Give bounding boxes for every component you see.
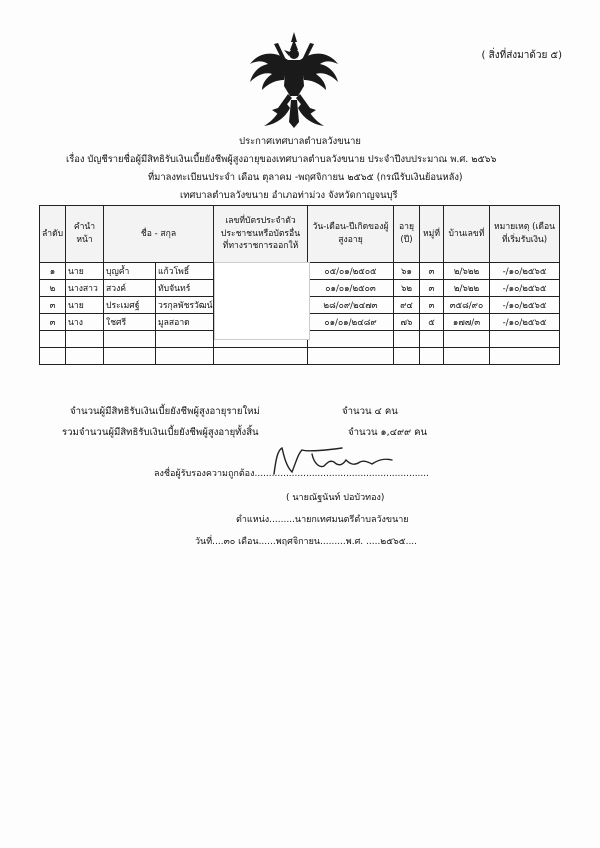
cell-note: -/๑๐/๒๕๖๕ (490, 280, 560, 297)
handwritten-signature-icon (268, 444, 398, 480)
cell-first-name: สวงค์ (104, 280, 156, 297)
table-row (40, 348, 560, 365)
cell-moo: ๓ (420, 280, 444, 297)
table-header-row (40, 206, 560, 263)
cell-age: ๙๔ (394, 297, 420, 314)
cell-house: ๒/๖๒๒ (444, 280, 490, 297)
cell-note (490, 348, 560, 365)
cell-dob: ๒๘/๐๙/๒๔๗๓ (308, 297, 394, 314)
col-header-no: ลำดับ (40, 206, 66, 263)
registration-line: ที่มาลงทะเบียนประจำ เดือน ตุลาคม -พฤศจิกายน ๒๕๖๕ (กรณีรับเงินย้อนหลัง) (148, 172, 463, 183)
announcement-title: ประกาศเทศบาลตำบลวังขนาย (239, 136, 361, 147)
col-header-id: เลขที่บัตรประจำตัวประชาชนหรือบัตรอื่นที่ทางราชการออกให้ (214, 206, 308, 263)
cell-no (40, 331, 66, 348)
cell-prefix: นาย (66, 263, 104, 280)
cell-last-name: ทับจันทร์ (156, 280, 214, 297)
cell-house: ๒/๖๒๒ (444, 263, 490, 280)
cell-last-name (156, 331, 214, 348)
new-recipients-count: จำนวน ๔ คน (342, 406, 398, 417)
cell-first-name: ประเมศฐ์ (104, 297, 156, 314)
cell-dob: ๐๑/๐๑/๒๔๘๙ (308, 314, 394, 331)
cell-note (490, 331, 560, 348)
subject-line: เรื่อง บัญชีรายชื่อผู้มีสิทธิรับเงินเบี้ยยังชีพผู้สูงอายุของเทศบาลตำบลวังขนาย ประจำปีงบประมาณ พ.ศ. ๒๕๖๖ (66, 154, 497, 165)
cell-moo: ๓ (420, 297, 444, 314)
office-line: เทศบาลตำบลวังขนาย อำเภอท่าม่วง จังหวัดกาญจนบุรี (180, 190, 398, 201)
cell-dob (308, 331, 394, 348)
cell-note: -/๑๐/๒๕๖๕ (490, 263, 560, 280)
cell-house (444, 348, 490, 365)
col-header-prefix: คำนำหน้า (66, 206, 104, 263)
cell-prefix (66, 331, 104, 348)
cell-dob: ๐๕/๐๑/๒๕๐๕ (308, 263, 394, 280)
cell-no: ๓ (40, 297, 66, 314)
new-recipients-label: จำนวนผู้มีสิทธิรับเงินเบี้ยยังชีพผู้สูงอายุรายใหม่ (70, 406, 260, 417)
col-header-age: อายุ (ปี) (394, 206, 420, 263)
cell-age: ๖๒ (394, 280, 420, 297)
cell-id (214, 348, 308, 365)
garuda-emblem-icon (244, 30, 344, 130)
cell-moo (420, 348, 444, 365)
cell-age (394, 348, 420, 365)
cell-prefix (66, 348, 104, 365)
col-header-moo: หมู่ที่ (420, 206, 444, 263)
cell-moo: ๕ (420, 314, 444, 331)
cell-no: ๒ (40, 280, 66, 297)
total-recipients-count: จำนวน ๑,๔๙๙ คน (348, 427, 428, 438)
cell-first-name: บุญค้ำ (104, 263, 156, 280)
cell-house: ๓๕๘/๙๐ (444, 297, 490, 314)
cell-dob (308, 348, 394, 365)
col-header-dob: วัน-เดือน-ปีเกิดของผู้สูงอายุ (308, 206, 394, 263)
cell-house (444, 331, 490, 348)
cell-age: ๗๖ (394, 314, 420, 331)
col-header-name: ชื่อ - สกุล (104, 206, 214, 263)
cell-note: -/๑๐/๒๕๖๕ (490, 314, 560, 331)
col-header-house: บ้านเลขที่ (444, 206, 490, 263)
cell-no: ๑ (40, 263, 66, 280)
cell-note: -/๑๐/๒๕๖๕ (490, 297, 560, 314)
cell-no (40, 348, 66, 365)
cell-prefix: นาง (66, 314, 104, 331)
total-recipients-label: รวมจำนวนผู้มีสิทธิรับเงินเบี้ยยังชีพผู้สูงอายุทั้งสิ้น (62, 427, 259, 438)
cell-age (394, 331, 420, 348)
cell-prefix: นาย (66, 297, 104, 314)
cell-no: ๓ (40, 314, 66, 331)
cell-age: ๖๑ (394, 263, 420, 280)
cell-moo (420, 331, 444, 348)
cell-first-name (104, 331, 156, 348)
cell-last-name: แก้วโพธิ์ (156, 263, 214, 280)
signer-name: ( นายณัฐนันท์ ปอบัวทอง) (286, 493, 385, 503)
cell-last-name: มูลสอาด (156, 314, 214, 331)
cell-dob: ๐๑/๐๑/๒๕๐๓ (308, 280, 394, 297)
col-header-note: หมายเหตุ (เดือนที่เริ่มรับเงิน) (490, 206, 560, 263)
attachment-note: ( สิ่งที่ส่งมาด้วย ๕) (481, 50, 562, 61)
cell-prefix: นางสาว (66, 280, 104, 297)
redacted-id-block (214, 262, 310, 340)
certify-line: ลงชื่อผู้รับรองความถูกต้อง............................................................. (154, 469, 429, 479)
signer-position: ตำแหน่ง.........นายกเทศมนตรีตำบลวังขนาย (236, 515, 409, 525)
signature-date: วันที่....๓๐ เดือน......พฤศจิกายน.........พ.ศ. .....๒๕๖๕.... (195, 537, 418, 547)
cell-moo: ๓ (420, 263, 444, 280)
cell-last-name: วรกุลพัชรวัฒน์ (156, 297, 214, 314)
cell-first-name (104, 348, 156, 365)
cell-last-name (156, 348, 214, 365)
cell-first-name: ใชศรี (104, 314, 156, 331)
cell-house: ๑๗๗/๓ (444, 314, 490, 331)
